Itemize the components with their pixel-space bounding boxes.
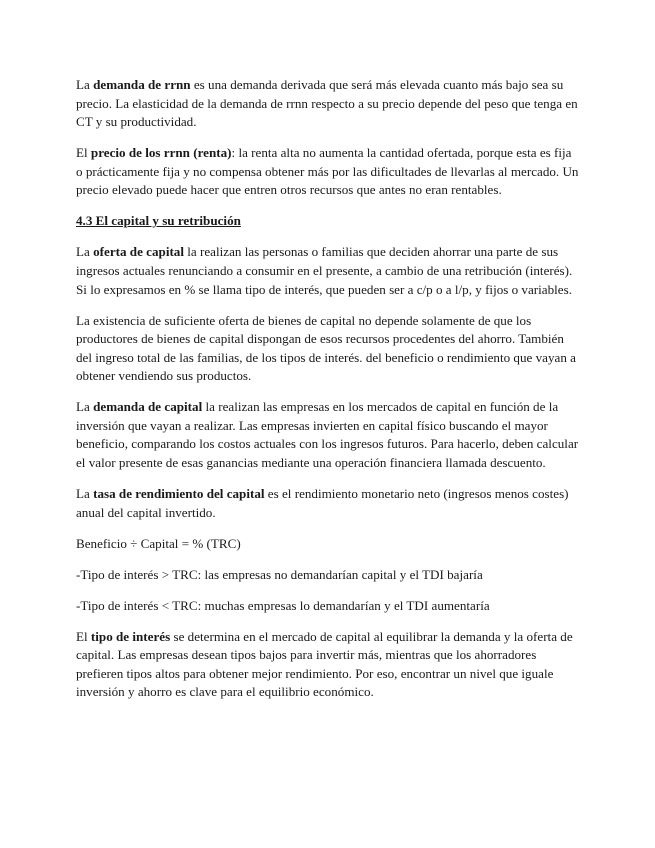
text: : la renta alta no aumenta la cantidad ofertada, porque esta es fija o prácticamente fija y no compensa obtener más por las dificultades de llevarlas al mercado. Un precio elevado puede hacer que entren otros recursos que antes no eran rentables. [76, 145, 579, 198]
text: se determina en el mercado de capital al equilibrar la demanda y la oferta de capital. Las empresas desean tipos bajos para invertir más, mientras que los ahorradores prefieren tipos altos para obtener mejor rendimiento. Por eso, encontrar un nivel que iguale inversión y ahorro es clave para el equilibrio económico. [76, 628, 573, 700]
text: El [76, 145, 91, 161]
paragraph-tipo-interes [76, 628, 581, 702]
text: la realizan las empresas en los mercados de capital en función de la inversión que vayan a realizar. Las empresas invierten en capital físico buscando el mayor beneficio, comparando los costos actuales con los ingresos futuros. Para hacerlo, deben calcular el valor presente de esas ganancias mediante una operación financiera llamada descuento. [76, 399, 579, 471]
paragraph-tasa-rendimiento [76, 485, 581, 522]
bullet-interes-menor [76, 597, 581, 616]
text: es el rendimiento monetario neto (ingresos menos costes) anual del capital invertido. [76, 486, 569, 520]
text: La [76, 77, 94, 92]
text: -Tipo de interés < TRC: muchas empresas lo demandarían y el TDI aumentaría [76, 597, 490, 613]
bold-term: oferta de capital [93, 244, 184, 260]
text: El [76, 628, 91, 644]
paragraph-oferta-capital [76, 243, 581, 299]
paragraph-demanda-capital [76, 398, 581, 472]
paragraph-demanda-rrnn [76, 76, 581, 132]
text: -Tipo de interés > TRC: las empresas no demandarían capital y el TDI bajaría [76, 566, 483, 582]
text: La [76, 244, 94, 260]
bold-term: demanda de rrnn [93, 77, 191, 92]
text: La existencia de suficiente oferta de bienes de capital no depende solamente de que los productores de bienes de capital dispongan de esos recursos procedentes del ahorro. También del ingreso total de las familias, de los tipos de interés. del beneficio o rendimiento que vayan a obtener vendiendo sus productos. [76, 312, 576, 384]
paragraph-existencia-oferta [76, 312, 581, 386]
bold-term: precio de los rrnn (renta) [90, 145, 232, 161]
bold-term: demanda de capital [93, 399, 203, 415]
text: la realizan las personas o familias que deciden ahorrar una parte de sus ingresos actuales renunciando a consumir en el presente, a cambio de una retribución (interés). Si lo expresamos en % se llama tipo de interés, que pueden ser a c/p o a l/p, y fijos o variables. [76, 244, 573, 297]
formula-line [76, 535, 581, 554]
text: Beneficio ÷ Capital = % (TRC) [76, 535, 241, 551]
section-heading: 4.3 El capital y su retribución [76, 213, 241, 229]
document-page [76, 76, 581, 714]
text: La [76, 399, 94, 415]
text: La [76, 486, 94, 502]
bold-term: tipo de interés [90, 628, 171, 644]
bullet-interes-mayor [76, 566, 581, 585]
text: es una demanda derivada que será más elevada cuanto más bajo sea su precio. La elasticidad de la demanda de rrnn respecto a su precio depende del peso que tenga en CT y su productividad. [76, 77, 578, 130]
paragraph-precio-rrnn [76, 144, 581, 200]
bold-term: tasa de rendimiento del capital [93, 486, 265, 502]
